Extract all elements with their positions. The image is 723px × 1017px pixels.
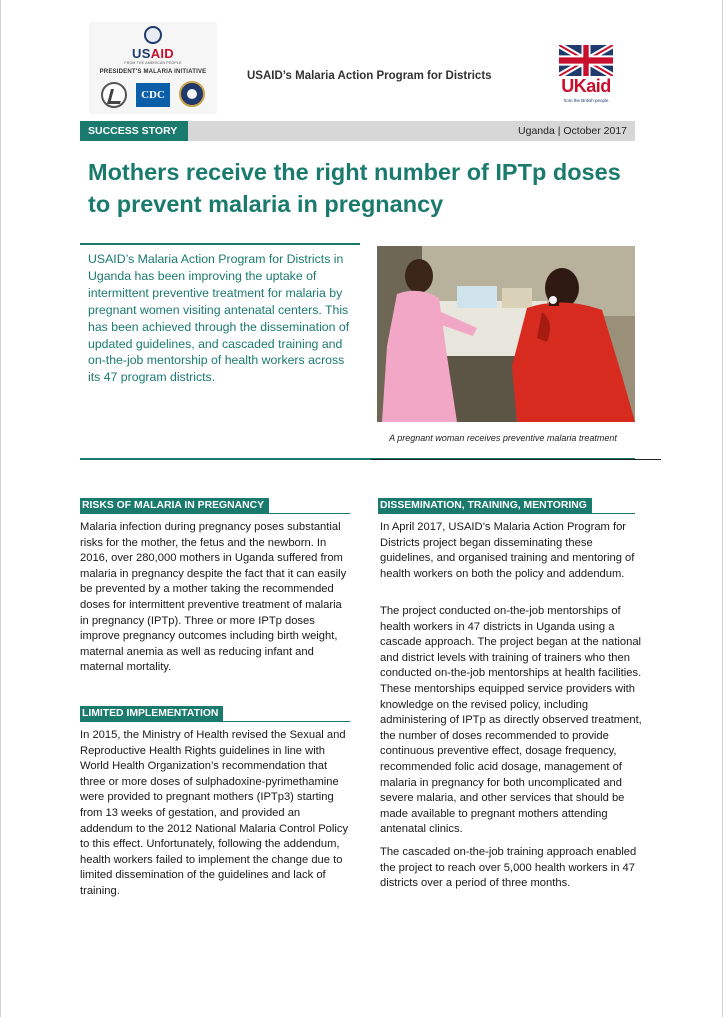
ukaid-tagline: from the British people xyxy=(563,98,609,103)
heading-risks: RISKS OF MALARIA IN PREGNANCY xyxy=(80,498,269,513)
story-bar xyxy=(80,121,635,141)
usaid-seal-icon xyxy=(144,26,162,44)
union-jack-icon xyxy=(559,45,613,76)
intro-divider xyxy=(80,243,360,245)
section-divider-dark xyxy=(371,459,661,460)
page-title: Mothers receive the right number of IPTp doses to prevent malaria in pregnancy xyxy=(88,159,621,217)
heading-dissemination-underline xyxy=(378,513,635,514)
program-title: USAID’s Malaria Action Program for Districts xyxy=(247,70,492,82)
heading-limited-underline xyxy=(80,721,350,722)
partner-logos xyxy=(89,22,217,114)
location-date: Uganda | October 2017 xyxy=(518,125,627,137)
usaid-tagline: FROM THE AMERICAN PEOPLE xyxy=(124,61,182,65)
state-department-seal-icon xyxy=(179,81,205,107)
heading-risks-underline xyxy=(80,513,350,514)
risks-paragraph: Malaria infection during pregnancy poses substantial risks for the mother, the fetus and the newborn. In 2016, over 280,000 mothers in Uganda suffered from malaria in pregnancy despite the fact that it can easily be prevented by a mother taking the recommended doses for intermittent preventive treatment of malaria in pregnancy (IPTp). Three or more IPTp doses improve pregnancy outcomes including birth weight, maternal anemia as well as reducing infant and maternal mortality. xyxy=(80,521,347,674)
dissemination-paragraph-3: The cascaded on-the-job training approach enabled the project to reach over 5,000 health workers in 47 districts over a period of three months. xyxy=(380,846,637,890)
photo-caption: A pregnant woman receives preventive malaria treatment xyxy=(389,433,617,443)
dissemination-paragraph-1: In April 2017, USAID’s Malaria Action Program for Districts project began disseminating these guidelines, and organised training and mentoring of health workers on both the policy and addendum. xyxy=(380,521,635,580)
dissemination-paragraph-2: The project conducted on-the-job mentorships of health workers in 47 districts in Uganda using a cascade approach. The project began at the national and district levels with training of trainers who then conducted on-the-job mentorships at health facilities. These mentorships equipped service providers with knowledge on the revised policy, including administering of IPTp as directly observed treatment, the number of doses recommended to provide continuous preventive effect, dosage frequency, recommended folic acid dosage, management of malaria in pregnancy for both uncomplicated and severe malaria, and other services that should be made available to pregnant mothers attending antenatal clinics. xyxy=(380,605,642,836)
success-story-tag: SUCCESS STORY xyxy=(80,121,188,141)
cdc-logo: CDC xyxy=(136,83,170,107)
usaid-logo: USAID xyxy=(132,46,174,61)
intro-paragraph: USAID’s Malaria Action Program for Districts in Uganda has been improving the uptake of intermittent preventive treatment for malaria by pregnant women visiting antenatal centers. This has been achieved through the dissemination of updated guidelines, and cascaded training and on-the-job mentorship of health workers across its 47 program districts. xyxy=(88,252,350,385)
limited-paragraph: In 2015, the Ministry of Health revised the Sexual and Reproductive Health Rights guidelines in line with World Health Organization’s recommendation that three or more doses of sulphadoxine-pyrimethamine were provided to pregnant mothers (IPTp3) starting from 13 weeks of gestation, and provided an addendum to the 2012 National Malaria Control Policy to this effect. Unfortunately, following the addendum, health workers failed to implement the change due to limited dissemination of the guidelines and lack of training. xyxy=(80,729,349,897)
heading-dissemination: DISSEMINATION, TRAINING, MENTORING xyxy=(378,498,592,513)
ukaid-logo xyxy=(558,44,614,106)
photo-illustration xyxy=(377,246,635,422)
hhs-logo-icon xyxy=(101,82,127,108)
pmi-label: PRESIDENT'S MALARIA INITIATIVE xyxy=(99,69,207,75)
feature-photo xyxy=(377,246,635,422)
heading-limited: LIMITED IMPLEMENTATION xyxy=(80,706,223,721)
ukaid-wordmark: UKaid xyxy=(561,76,611,96)
